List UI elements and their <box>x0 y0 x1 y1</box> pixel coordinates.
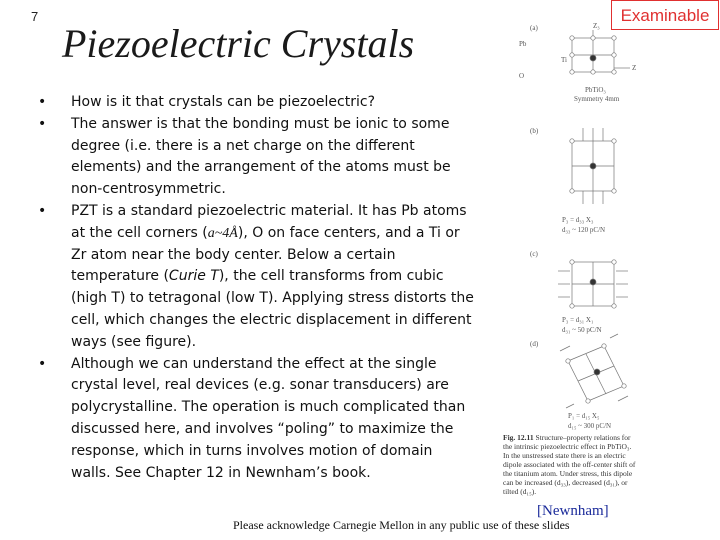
bullet-list <box>38 92 498 484</box>
figure-caption-line: dipole associated with the off-center shift of <box>503 460 636 469</box>
panel-c-label: (c) <box>530 250 538 258</box>
equation-b-2: d₃₃ ~ 120 pC/N <box>562 226 606 234</box>
bullet-text: degree (i.e. there is a net charge on the different <box>71 137 415 154</box>
material-label: PbTiO₃ <box>585 86 606 94</box>
bullet-text: non-centrosymmetric. <box>71 181 226 198</box>
bullet-text: (high T) to tetragonal (low T). Applying stress distorts the <box>71 290 474 307</box>
figure-caption-line <box>503 433 631 442</box>
bullet-text: polycrystalline. The operation is much complicated than <box>71 399 466 416</box>
bullet-dot-icon: • <box>38 202 47 219</box>
bullet-text: walls. See Chapter 12 in Newnham’s book. <box>71 464 371 481</box>
equation-b-1: P₃ = d₃₃ X₃ <box>562 216 594 224</box>
bullet-dot-icon: • <box>38 115 47 132</box>
unit-cell-d <box>560 334 628 408</box>
bullet-item <box>38 201 498 354</box>
bullet-text: How is it that crystals can be piezoelectric? <box>71 94 376 110</box>
bullet-item <box>38 114 498 201</box>
bullet-text: ways (see figure). <box>71 333 197 350</box>
unit-cell-a <box>570 30 630 74</box>
panel-b-label: (b) <box>530 127 539 135</box>
ti-atom-label: Ti <box>561 56 567 64</box>
z3-axis-label: Z₃ <box>593 22 600 30</box>
bullet-text: elements) and the arrangement of the atoms must be <box>71 159 451 176</box>
figure-caption-text: Structure–property relations for <box>535 433 631 442</box>
equation-d-1: P₁ = d₁₅ X₅ <box>568 412 600 420</box>
symmetry-label: Symmetry 4mm <box>574 95 620 103</box>
unit-cell-b <box>570 128 616 204</box>
bullet-text: discussed here, and involves “poling” to maximize the <box>71 420 454 437</box>
lattice-constant-formula: a~4Å <box>207 225 238 241</box>
z-axis-label: Z <box>632 64 637 72</box>
figure-caption-line: In the unstressed state there is an electric <box>503 451 626 460</box>
unit-cell-c <box>558 260 628 308</box>
bullet-item <box>38 92 498 114</box>
o-atom-label: O <box>519 72 525 80</box>
bullet-text: temperature ( <box>71 268 169 285</box>
equation-c-1: P₃ = d₃₁ X₁ <box>562 316 594 324</box>
bullet-text: Although we can understand the effect at the single <box>71 355 437 372</box>
figure-caption-number: Fig. 12.11 <box>503 433 534 442</box>
figure-caption-line: can be increased (d₃₃), decreased (d₃₁), or <box>503 478 628 487</box>
equation-d-2: d₁₅ ~ 300 pC/N <box>568 422 612 430</box>
bullet-item <box>38 354 498 485</box>
bullet-text: ), O on face centers, and a Ti or <box>237 224 460 241</box>
figure-caption-line: tilted (d₁₅). <box>503 487 537 496</box>
slide-number: 7 <box>31 9 39 24</box>
panel-d-label: (d) <box>530 340 539 348</box>
examinable-badge: Examinable <box>611 0 719 30</box>
equation-c-2: d₃₁ ~ 50 pC/N <box>562 326 602 334</box>
bullet-dot-icon: • <box>38 94 47 110</box>
bullet-text: at the cell corners ( <box>71 224 208 241</box>
bullet-text: The answer is that the bonding must be ionic to some <box>71 115 450 132</box>
footer-acknowledgement: Please acknowledge Carnegie Mellon in any public use of these slides <box>233 518 570 532</box>
pbtio3-structure-figure <box>500 16 670 496</box>
figure-caption-line: the intrinsic piezoelectric effect in PbTiO₃. <box>503 442 632 451</box>
figure-source: [Newnham] <box>537 503 609 519</box>
bullet-dot-icon: • <box>38 355 47 372</box>
bullet-text: response, which in turns involves motion of domain <box>71 442 433 459</box>
bullet-text: PZT is a standard piezoelectric material. It has Pb atoms <box>71 202 467 219</box>
curie-temperature-term: Curie T <box>168 268 219 285</box>
panel-a-label: (a) <box>530 24 538 32</box>
bullet-text: cell, which changes the electric displacement in different <box>71 311 472 328</box>
pb-atom-label: Pb <box>519 40 527 48</box>
figure-caption-line: the titanium atom. Under stress, this dipole <box>503 469 633 478</box>
bullet-text: crystal level, real devices (e.g. sonar transducers) are <box>71 377 449 394</box>
bullet-text: ), the cell transforms from cubic <box>218 268 444 285</box>
bullet-text: Zr atom near the body center. Below a certain <box>71 246 396 263</box>
slide-title: Piezoelectric Crystals <box>62 21 415 66</box>
